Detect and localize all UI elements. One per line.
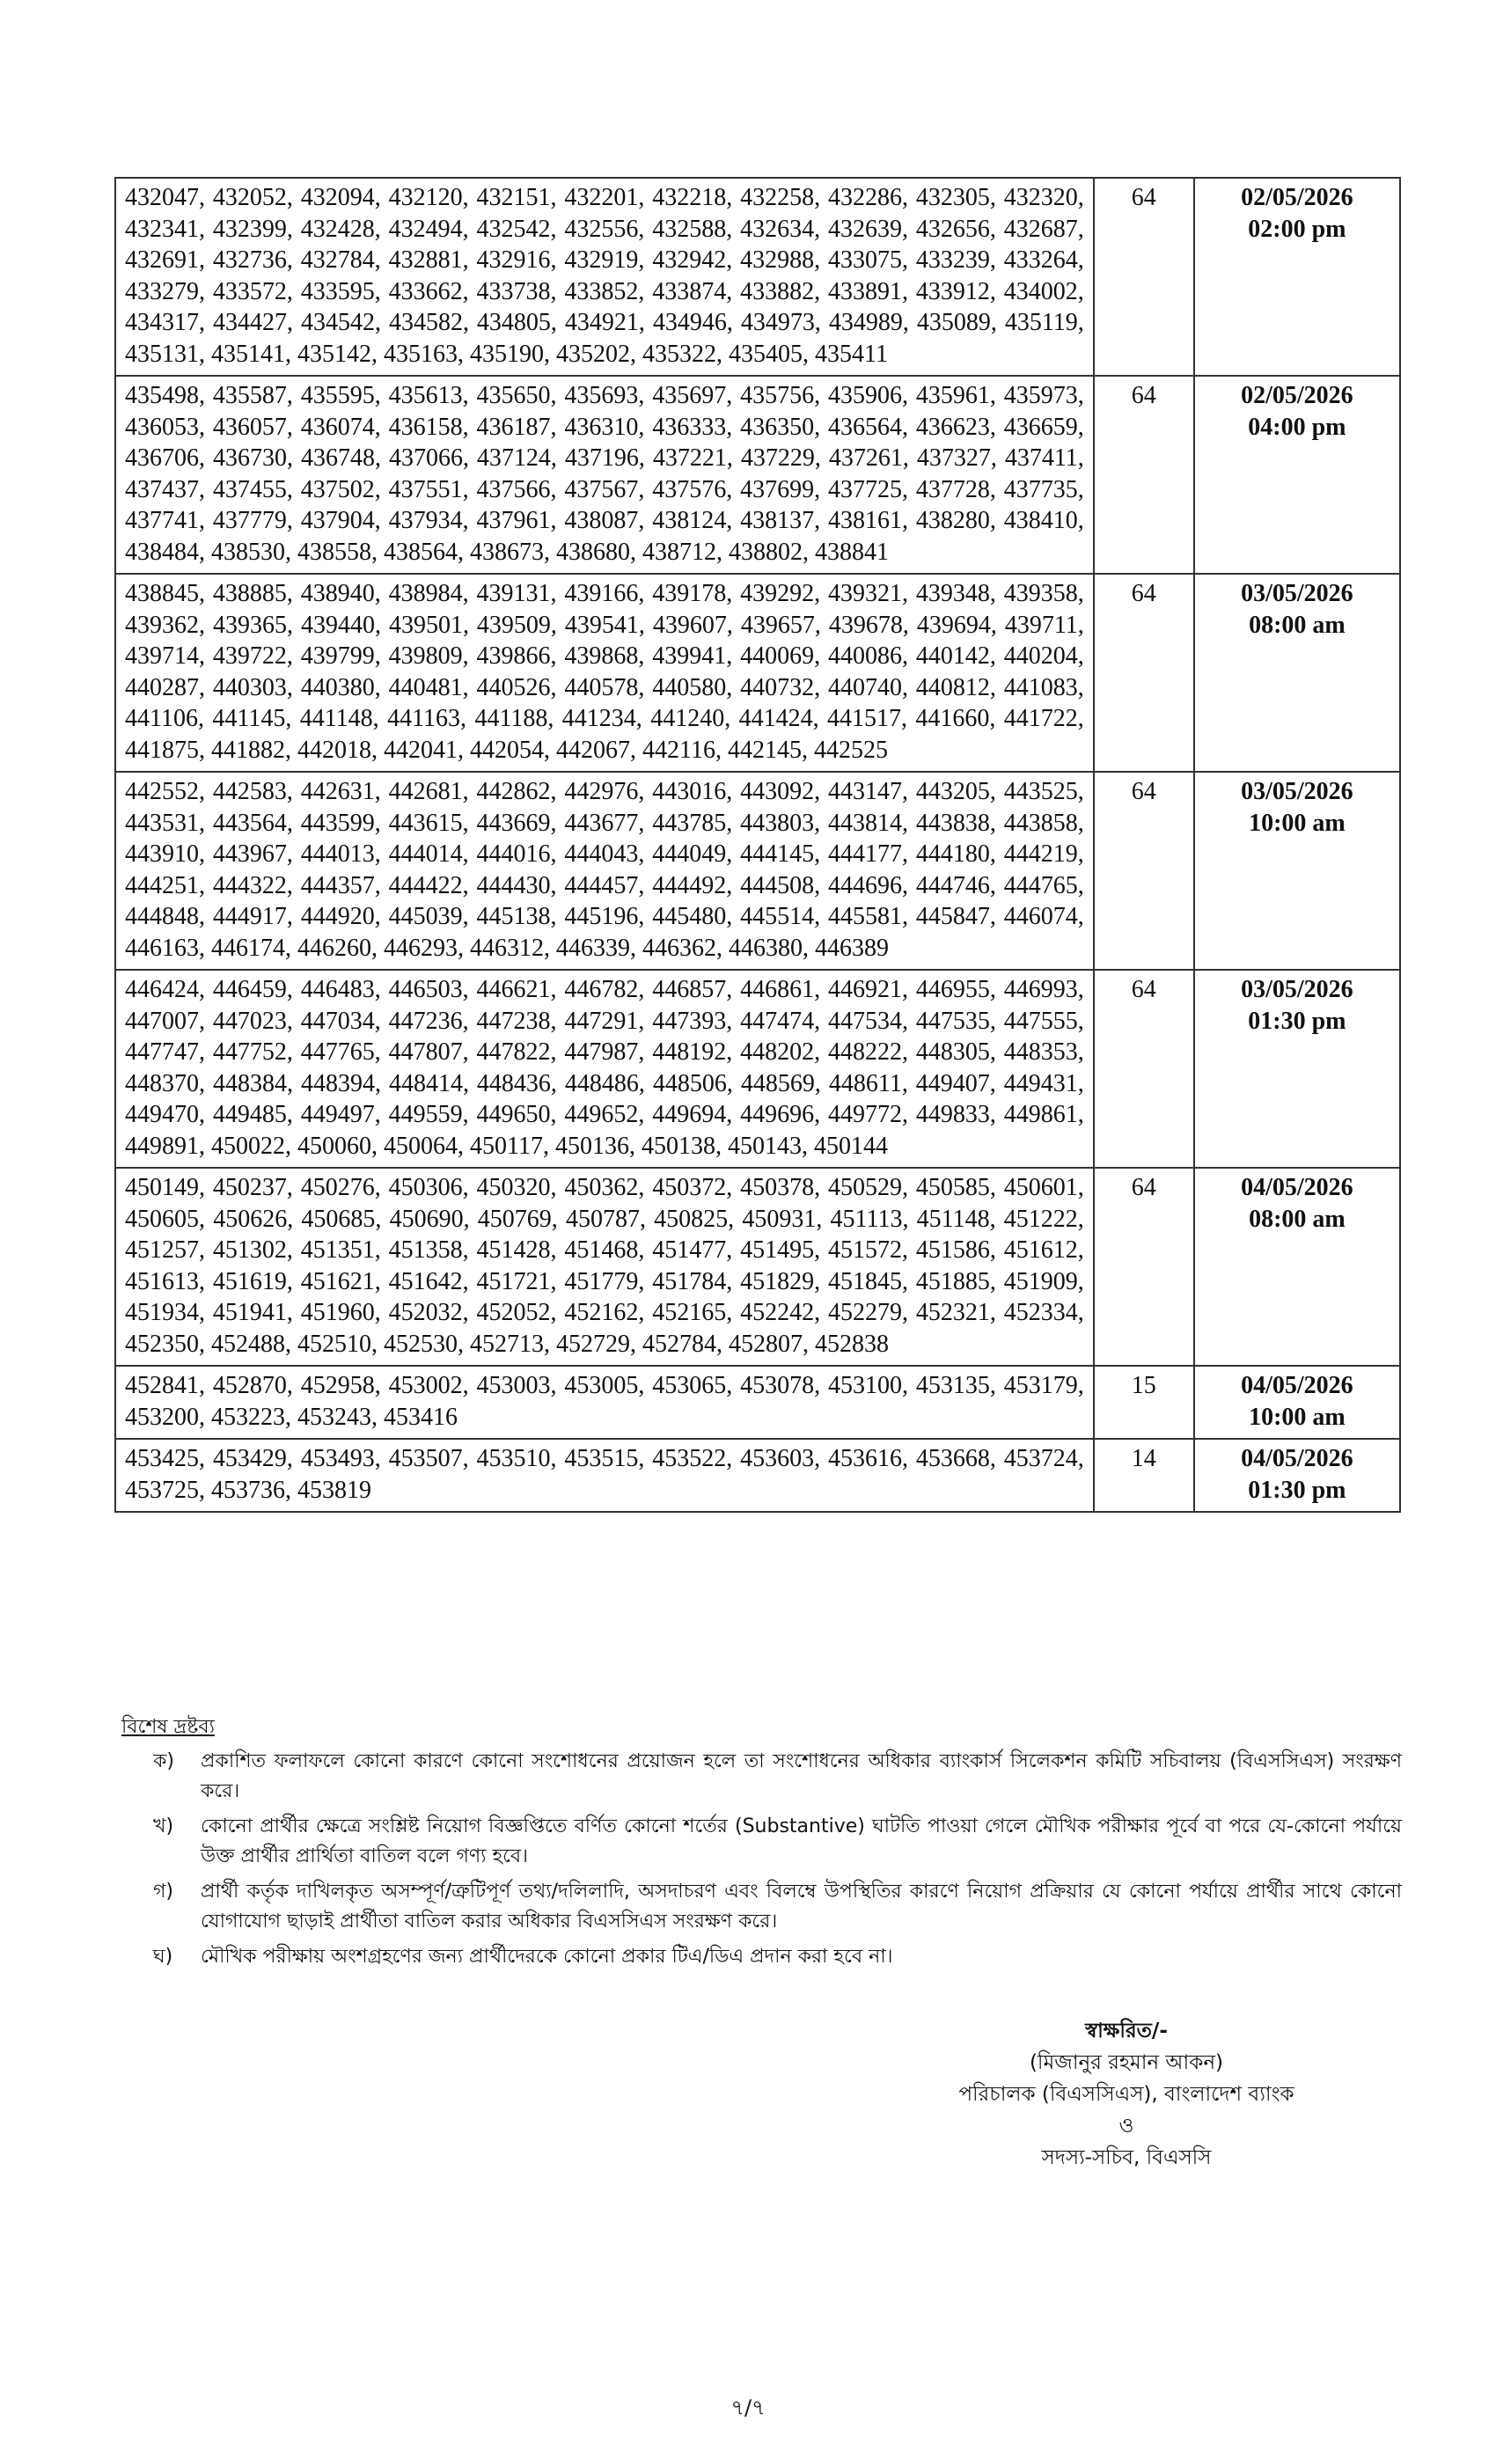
date-time-cell [1194,772,1400,970]
candidate-count-cell: 64 [1094,772,1194,970]
table-row [115,574,1400,772]
exam-date: 04/05/2026 [1241,1372,1353,1399]
signature-block [880,2015,1373,2174]
table-row [115,1439,1400,1512]
signature-role: সদস্য-সচিব, বিএসসি [1041,2146,1212,2169]
exam-time: 01:30 pm [1248,1476,1346,1504]
note-marker: খ) [153,1815,174,1837]
note-item [121,1812,1402,1872]
schedule-body [115,178,1400,1512]
candidate-count-cell: 64 [1094,376,1194,574]
candidate-count-cell: 64 [1094,1168,1194,1366]
candidate-count-cell: 15 [1094,1366,1194,1439]
roll-numbers-cell: 438845, 438885, 438940, 438984, 439131, 439166, 439178, 439292, 439321, 439348, 439358, 439362, 439365, 439440, 439501, 439509, 439541, 439607, 439657, 439678, 439694, 439711, 439714, 439722, 439799, 439809, 439866, 439868, 439941, 440069, 440086, 440142, 440204, 440287, 440303, 440380, 440481, 440526, 440578, 440580, 440732, 440740, 440812, 441083, 441106, 441145, 441148, 441163, 441188, 441234, 441240, 441424, 441517, 441660, 441722, 441875, 441882, 442018, 442041, 442054, 442067, 442116, 442145, 442525 [115,574,1094,772]
exam-time: 02:00 pm [1248,215,1346,243]
roll-numbers-cell: 452841, 452870, 452958, 453002, 453003, 453005, 453065, 453078, 453100, 453135, 453179, 453200, 453223, 453243, 453416 [115,1366,1094,1439]
note-marker: ক) [153,1750,174,1772]
exam-time: 04:00 pm [1248,413,1346,441]
notes-list [121,1747,1402,1977]
roll-numbers-cell: 432047, 432052, 432094, 432120, 432151, 432201, 432218, 432258, 432286, 432305, 432320, 432341, 432399, 432428, 432494, 432542, 432556, 432588, 432634, 432639, 432656, 432687, 432691, 432736, 432784, 432881, 432916, 432919, 432942, 432988, 433075, 433239, 433264, 433279, 433572, 433595, 433662, 433738, 433852, 433874, 433882, 433891, 433912, 434002, 434317, 434427, 434542, 434582, 434805, 434921, 434946, 434973, 434989, 435089, 435119, 435131, 435141, 435142, 435163, 435190, 435202, 435322, 435405, 435411 [115,178,1094,376]
roll-numbers-cell: 450149, 450237, 450276, 450306, 450320, 450362, 450372, 450378, 450529, 450585, 450601, 450605, 450626, 450685, 450690, 450769, 450787, 450825, 450931, 451113, 451148, 451222, 451257, 451302, 451351, 451358, 451428, 451468, 451477, 451495, 451572, 451586, 451612, 451613, 451619, 451621, 451642, 451721, 451779, 451784, 451829, 451845, 451885, 451909, 451934, 451941, 451960, 452032, 452052, 452162, 452165, 452242, 452279, 452321, 452334, 452350, 452488, 452510, 452530, 452713, 452729, 452784, 452807, 452838 [115,1168,1094,1366]
roll-numbers-cell: 446424, 446459, 446483, 446503, 446621, 446782, 446857, 446861, 446921, 446955, 446993, 447007, 447023, 447034, 447236, 447238, 447291, 447393, 447474, 447534, 447535, 447555, 447747, 447752, 447765, 447807, 447822, 447987, 448192, 448202, 448222, 448305, 448353, 448370, 448384, 448394, 448414, 448436, 448486, 448506, 448569, 448611, 449407, 449431, 449470, 449485, 449497, 449559, 449650, 449652, 449694, 449696, 449772, 449833, 449861, 449891, 450022, 450060, 450064, 450117, 450136, 450138, 450143, 450144 [115,970,1094,1168]
note-text: প্রকাশিত ফলাফলে কোনো কারণে কোনো সংশোধনের প্রয়োজন হলে তা সংশোধনের অধিকার ব্যাংকার্স সিলেকশন কমিটি সচিবালয় (বিএসসিএস) সংরক্ষণ করে। [201,1750,1402,1802]
date-time-cell [1194,1439,1400,1512]
exam-date: 04/05/2026 [1241,1174,1353,1201]
note-item [121,1942,1402,1972]
table-row [115,376,1400,574]
date-time-cell [1194,574,1400,772]
exam-date: 03/05/2026 [1241,580,1353,607]
table-row [115,178,1400,376]
candidate-count-cell: 64 [1094,970,1194,1168]
note-item [121,1877,1402,1937]
roll-numbers-cell: 453425, 453429, 453493, 453507, 453510, 453515, 453522, 453603, 453616, 453668, 453724, 453725, 453736, 453819 [115,1439,1094,1512]
table-row [115,1366,1400,1439]
signature-name: (মিজানুর রহমান আকন) [1029,2051,1224,2074]
date-time-cell [1194,178,1400,376]
signature-designation: পরিচালক (বিএসসিএস), বাংলাদেশ ব্যাংক [958,2083,1294,2106]
notes-heading: বিশেষ দ্রষ্টব্য [121,1716,215,1738]
candidate-count-cell: 64 [1094,178,1194,376]
exam-date: 03/05/2026 [1241,778,1353,805]
exam-date: 03/05/2026 [1241,976,1353,1003]
exam-date: 04/05/2026 [1241,1445,1353,1472]
exam-time: 08:00 am [1249,1205,1346,1233]
signature-conjunction: ও [1118,2115,1134,2138]
note-text: কোনো প্রার্থীর ক্ষেত্রে সংশ্লিষ্ট নিয়োগ বিজ্ঞপ্তিতে বর্ণিত কোনো শর্তের (Substantive) ঘাটতি পাওয়া গেলে মৌখিক পরীক্ষার পূর্বে বা পরে যে-কোনো পর্যায়ে উক্ত প্রার্থীর প্রার্থিতা বাতিল বলে গণ্য হবে। [201,1815,1402,1867]
note-text: মৌখিক পরীক্ষায় অংশগ্রহণের জন্য প্রার্থীদেরকে কোনো প্রকার টিএ/ডিএ প্রদান করা হবে না। [201,1946,893,1968]
note-text: প্রার্থী কর্তৃক দাখিলকৃত অসম্পূর্ণ/ত্রুটিপূর্ণ তথ্য/দলিলাদি, অসদাচরণ এবং বিলম্বে উপস্থিতির কারণে নিয়োগ প্রক্রিয়ার যে কোনো পর্যায়ে প্রার্থীর সাথে কোনো যোগাযোগ ছাড়াই প্রার্থীতা বাতিল করার অধিকার বিএসসিএস সংরক্ষণ করে। [201,1881,1402,1932]
note-marker: ঘ) [153,1946,173,1968]
exam-time: 01:30 pm [1248,1007,1346,1035]
date-time-cell [1194,970,1400,1168]
date-time-cell [1194,1366,1400,1439]
note-item [121,1747,1402,1807]
exam-time: 08:00 am [1249,611,1346,639]
note-marker: গ) [153,1881,174,1903]
signature-signed: স্বাক্ষরিত/- [1085,2020,1168,2042]
exam-date: 02/05/2026 [1241,184,1353,211]
date-time-cell [1194,376,1400,574]
candidate-count-cell: 14 [1094,1439,1194,1512]
page-number: ৭/৭ [730,2395,766,2420]
candidate-count-cell: 64 [1094,574,1194,772]
date-time-cell [1194,1168,1400,1366]
table-row [115,1168,1400,1366]
exam-time: 10:00 am [1249,809,1346,837]
exam-time: 10:00 am [1249,1403,1346,1431]
roll-numbers-cell: 442552, 442583, 442631, 442681, 442862, 442976, 443016, 443092, 443147, 443205, 443525, 443531, 443564, 443599, 443615, 443669, 443677, 443785, 443803, 443814, 443838, 443858, 443910, 443967, 444013, 444014, 444016, 444043, 444049, 444145, 444177, 444180, 444219, 444251, 444322, 444357, 444422, 444430, 444457, 444492, 444508, 444696, 444746, 444765, 444848, 444917, 444920, 445039, 445138, 445196, 445480, 445514, 445581, 445847, 446074, 446163, 446174, 446260, 446293, 446312, 446339, 446362, 446380, 446389 [115,772,1094,970]
exam-date: 02/05/2026 [1241,382,1353,409]
table-row [115,970,1400,1168]
schedule-table [114,177,1401,1513]
table-row [115,772,1400,970]
roll-numbers-cell: 435498, 435587, 435595, 435613, 435650, 435693, 435697, 435756, 435906, 435961, 435973, 436053, 436057, 436074, 436158, 436187, 436310, 436333, 436350, 436564, 436623, 436659, 436706, 436730, 436748, 437066, 437124, 437196, 437221, 437229, 437261, 437327, 437411, 437437, 437455, 437502, 437551, 437566, 437567, 437576, 437699, 437725, 437728, 437735, 437741, 437779, 437904, 437934, 437961, 438087, 438124, 438137, 438161, 438280, 438410, 438484, 438530, 438558, 438564, 438673, 438680, 438712, 438802, 438841 [115,376,1094,574]
